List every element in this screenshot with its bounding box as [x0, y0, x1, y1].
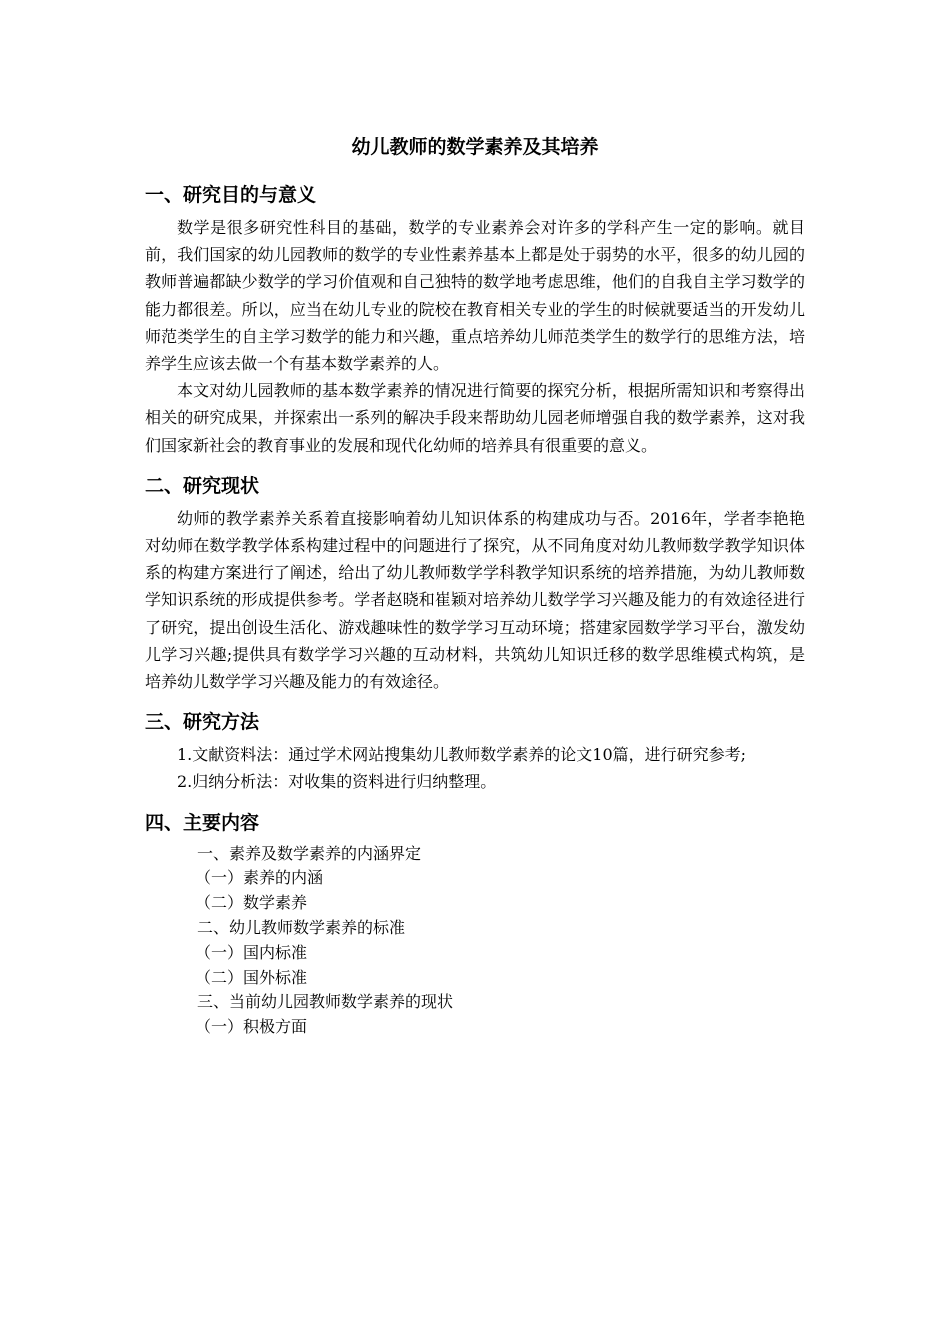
section-heading: 二、研究现状 — [145, 474, 260, 497]
paragraph: 2.归纳分析法：对收集的资料进行归纳整理。 — [177, 772, 497, 792]
paragraph: 1.文献资料法：通过学术网站搜集幼儿教师数学素养的论文10篇，进行研究参考; — [177, 745, 747, 765]
section-methods — [145, 709, 805, 795]
outline-subitem: （一）积极方面 — [195, 1017, 308, 1037]
document-title: 幼儿教师的数学素养及其培养 — [351, 136, 599, 158]
section-content — [145, 810, 805, 1040]
paragraph: 本文对幼儿园教师的基本数学素养的情况进行简要的探究分析，根据所需知识和考察得出相关的研究成果，并探索出一系列的解决手段来帮助幼儿园老师增强自我的数学素养，这对我们国家新社会的教育事业的发展和现代化幼师的培养具有很重要的意义。 — [145, 381, 805, 455]
document-page — [145, 134, 805, 1054]
outline-item: 三、当前幼儿园教师数学素养的现状 — [197, 992, 454, 1012]
section-purpose — [145, 182, 805, 459]
outline-item: 一、素养及数学素养的内涵界定 — [197, 843, 422, 863]
paragraph: 幼师的教学素养关系着直接影响着幼儿知识体系的构建成功与否。2016年，学者李艳艳对幼师在数学教学体系构建过程中的问题进行了探究，从不同角度对幼儿教师数学教学知识体系的构建方案进行了阐述，给出了幼儿教师数学学科教学知识系统的培养措施，为幼儿教师数学知识系统的形成提供参考。学者赵晓和崔颖对培养幼儿数学学习兴趣及能力的有效途径进行了研究，提出创设生活化、游戏趣味性的数学学习互动环境；搭建家园数学学习平台，激发幼儿学习兴趣;提供具有数学学习兴趣的互动材料，共筑幼儿知识迁移的数学思维模式构筑，是培养幼儿数学学习兴趣及能力的有效途径。 — [145, 508, 805, 692]
outline-item: 二、幼儿教师数学素养的标准 — [197, 918, 406, 938]
content-outline — [145, 842, 805, 1040]
outline-subitem: （二）数学素养 — [195, 893, 308, 913]
outline-subitem: （一）国内标准 — [195, 942, 308, 962]
outline-subitem: （一）素养的内涵 — [195, 868, 324, 888]
outline-subitem: （二）国外标准 — [195, 967, 308, 987]
section-status — [145, 473, 805, 695]
section-heading: 四、主要内容 — [145, 811, 260, 834]
paragraph: 数学是很多研究性科目的基础，数学的专业素养会对许多的学科产生一定的影响。就目前，我们国家的幼儿园教师的数学的专业性素养基本上都是处于弱势的水平，很多的幼儿园的教师普遍都缺少数学的学习价值观和自己独特的数学地考虑思维，他们的自我自主学习数学的能力都很差。所以，应当在幼儿专业的院校在教育相关专业的学生的时候就要适当的开发幼儿师范类学生的自主学习数学的能力和兴趣，重点培养幼儿师范类学生的数学行的思维方法，培养学生应该去做一个有基本数学素养的人。 — [145, 218, 805, 374]
section-heading: 三、研究方法 — [145, 711, 260, 734]
section-heading: 一、研究目的与意义 — [145, 184, 317, 206]
